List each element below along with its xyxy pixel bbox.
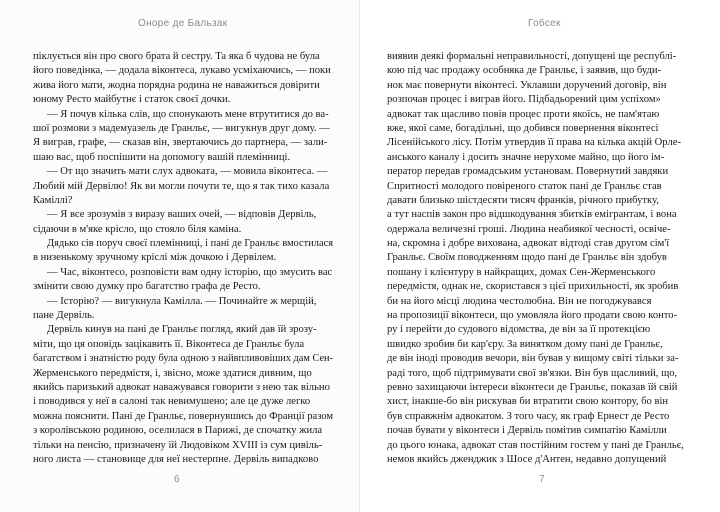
text-line: кою під час продажу особняка де Гранльє, і заявив, що буди- (387, 65, 662, 77)
text-line: би на його місці людина честолюбна. Він не погоджувався (387, 295, 652, 307)
text-line: а тут наспів закон про відшкодування збитків емігрантам, і вона (387, 209, 677, 221)
page-number-left: 6 (174, 474, 180, 485)
text-line: якийсь паризький адвокат наважувався говорити з нею так вільно (33, 381, 330, 393)
text-line: адвокат так щасливо повів процес проти якоїсь, не пам'ятаю (387, 108, 660, 120)
text-line: Лісенійського лісу. Потім утвердив її права на кілька акцій Орле- (387, 137, 681, 149)
text-line: анського каналу і досить значне нерухоме майно, що його ім- (387, 151, 665, 163)
text-line: Спритності молодого повіреного статок пані де Гранльє став (387, 180, 662, 192)
text-line: Каміллі? (33, 194, 73, 206)
text-line: і поводився у неї в салоні так невимушено; але це дуже легко (33, 396, 311, 408)
text-line: шаю вас, щоб поспішити на допомогу вашій племінниці. (33, 151, 291, 163)
text-line: Любий мій Дервілю! Як ви могли почути те, що я так тихо казала (33, 180, 330, 192)
text-line: Гранльє. Своїм поводженням щодо пані де Гранльє він здобув (387, 252, 667, 264)
text-line: — От що значить мати слух адвоката, — мовила віконтеса. — (47, 166, 328, 178)
text-line: жива його мати, жодна порядна родина не наважиться довірити (33, 79, 320, 91)
text-line: ревно захищаючи інтереси віконтеси де Гранльє, показав їй свій (387, 381, 678, 393)
text-line: Я виграв, графе, — сказав він, звертаючись до партнера, — зали- (33, 137, 328, 149)
text-line: виявив деякі формальні неправильності, допущені ще республі- (387, 51, 677, 62)
text-line: шої розмови з мадемуазель де Гранльє, — вигукнув друг дому. — (33, 122, 330, 134)
text-line: немов якийсь дженджик з Шосе д'Антен, недавно допущений (387, 453, 667, 465)
text-line: Дервіль кинув на пані де Гранльє погляд, який дав їй зрозу- (47, 324, 317, 336)
text-line: тільки на пенсію, призначену їй Людовіком XVIII із сум цивіль- (33, 439, 323, 451)
text-line: нок має повернути віконтесі. Уклавши доручений договір, він (387, 79, 667, 91)
text-line: його поведінка, — додала віконтеса, лукаво усміхаючись, — поки (33, 65, 331, 77)
text-line: одержала величезні гроші. Людина неабиякої чесності, освіче- (387, 223, 671, 235)
text-line: вже, якої саме, богадільні, що добився повернення віконтесі (387, 122, 659, 134)
running-head-title: Гобсек (528, 18, 561, 29)
text-line: розпочав процес і виграв його. Підбадьорений цим успіхом» (387, 94, 661, 106)
text-line: швидко зробив би кар'єру. За винятком дому пані де Гранльє, (387, 338, 663, 350)
text-line: передмістя, однак не, скористався з цієї прихильності, як зробив (387, 281, 679, 293)
text-line: на, скромна і добре вихована, адвокат відтоді став другом сім'ї (387, 238, 670, 250)
text-line: можна пояснити. Пані де Гранльє, повернувшись до Франції разом (33, 410, 333, 422)
text-line: з королівською родиною, оселилася в Парижі, де спочатку жила (33, 425, 323, 437)
text-line: почав бувати у віконтеси і Дервіль помітив симпатію Камілли (387, 425, 667, 437)
text-line: давати близько шістдесяти тисяч франків, річного прибутку, (387, 194, 659, 206)
text-line: до цього юнака, адвокат став постійним гостем у пані де Гранльє, (387, 439, 684, 451)
right-page (360, 0, 720, 512)
text-line: ру і перейти до судового відомства, де він за її протекцією (387, 324, 651, 336)
text-line: — Я все зрозумів з виразу ваших очей, — відповів Дервіль, (47, 209, 317, 221)
text-line: хист, інакше-бо він рискував би втратити свою контору, бо він (387, 396, 669, 408)
text-line: пошану і клієнтуру в найкращих, домах Сен-Жерменського (387, 266, 656, 278)
text-line: був справжнім адвокатом. З того часу, як граф Ернест де Ресто (387, 410, 670, 422)
text-line: юному Ресто майбутнє і статок своєї дочки. (33, 94, 231, 106)
text-line: міти, що ця оповідь зацікавить її. Віконтеса де Гранльє була (33, 338, 305, 350)
running-head-author: Оноре де Бальзак (138, 18, 228, 29)
text-line: ператор передав громадським установам. Повернутий завдяки (387, 166, 669, 178)
text-line: раді того, щоб підтримувати свої зв'язки. Він був щасливий, що, (387, 367, 678, 379)
text-line: пане Дервіль. (33, 310, 95, 322)
text-line: сідаючи в м'яке крісло, що стояло біля каміна. (33, 223, 242, 235)
left-page-text (33, 50, 333, 467)
text-line: — Час, віконтесо, розповісти вам одну історію, що змусить вас (47, 266, 333, 278)
right-page-text (387, 50, 693, 467)
text-line: піклується він про свого брата й сестру. Та яка б чудова не була (33, 51, 320, 62)
text-line: — Я почув кілька слів, що спонукають мене втрутитися до ва- (47, 108, 329, 120)
text-line: Дядько сів поруч своєї племінниці, і пані де Гранльє вмостилася (47, 238, 333, 250)
text-line: де він іноді проводив вечори, він бував у вищому світі тільки за- (387, 353, 679, 365)
text-line: в низенькому зручному кріслі між дочкою і Дервілем. (33, 252, 277, 264)
text-line: багатством і знатністю роду була одною з найвпливовіших дам Сен- (33, 353, 333, 365)
text-line: — Історію? — вигукнула Камілла. — Починайте ж мерщій, (47, 295, 317, 307)
text-line: ного листа — становище для неї нестерпне. Дервіль випадково (33, 453, 319, 465)
page-number-right: 7 (539, 474, 545, 485)
text-line: Жерменського передмістя, і, звісно, може здатися дивним, що (33, 367, 312, 379)
text-line: на пропозиції віконтеси, що умовляла його продати свою конто- (387, 310, 678, 322)
text-line: змінити свою думку про багатство графа де Ресто. (33, 281, 261, 293)
